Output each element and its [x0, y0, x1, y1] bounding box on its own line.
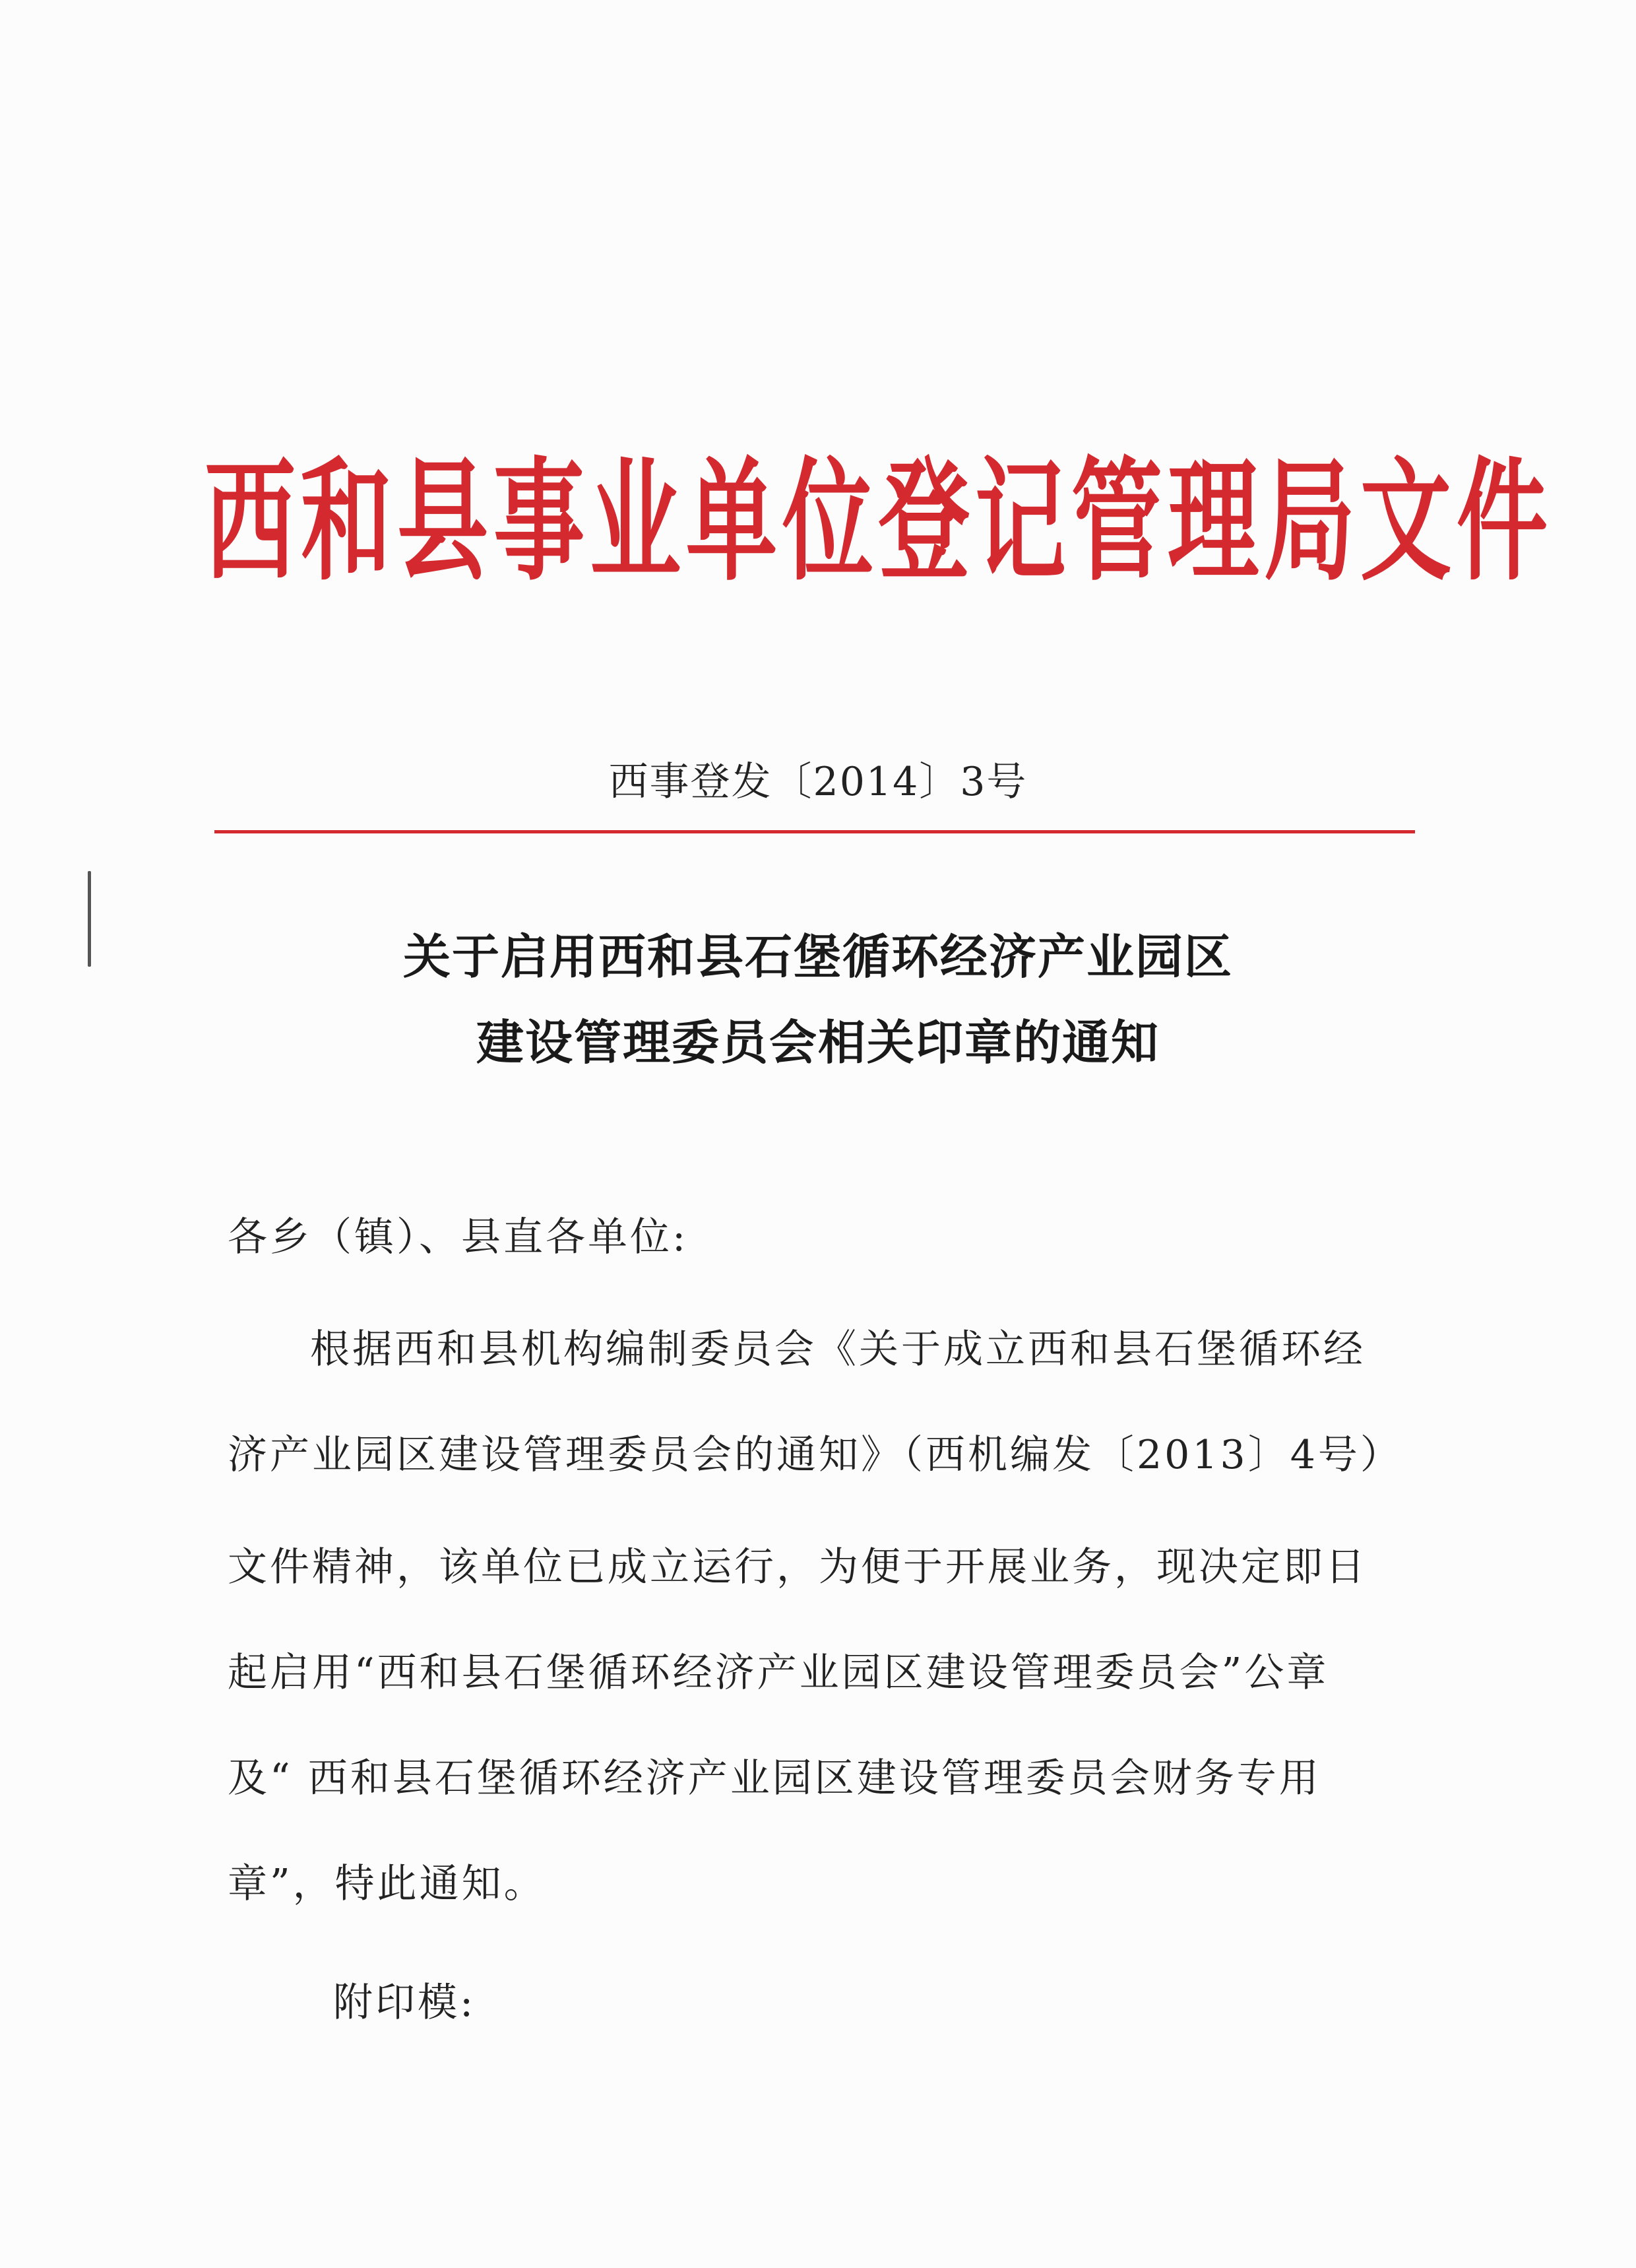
- body-line-3: 文件精神，该单位已成立运行，为便于开展业务，现决定即日: [228, 1544, 1368, 1590]
- salutation: 各乡（镇）、县直各单位:: [228, 1214, 689, 1260]
- body-line-5: 及“ 西和县石堡循环经济产业园区建设管理委员会财务专用: [228, 1755, 1321, 1801]
- document-number: 西事登发〔2014〕3号: [608, 759, 1028, 805]
- body-line-1: 根据西和县机构编制委员会《关于成立西和县石堡循环经: [310, 1326, 1366, 1373]
- notice-heading-line-2: 建设管理委员会相关印章的通知: [476, 1015, 1160, 1070]
- header-red-rule: [214, 830, 1415, 833]
- notice-heading-line-1: 关于启用西和县石堡循环经济产业园区: [402, 929, 1233, 985]
- body-line-6: 章”，特此通知。: [228, 1861, 546, 1907]
- body-line-2: 济产业园区建设管理委员会的通知》（西机编发〔2013〕4号）: [228, 1432, 1402, 1478]
- document-header-title: 西和县事业单位登记管理局文件: [204, 443, 1554, 599]
- attachment-label: 附印模:: [333, 1980, 476, 2026]
- body-line-4: 起启用“西和县石堡循环经济产业园区建设管理委员会”公章: [228, 1650, 1329, 1696]
